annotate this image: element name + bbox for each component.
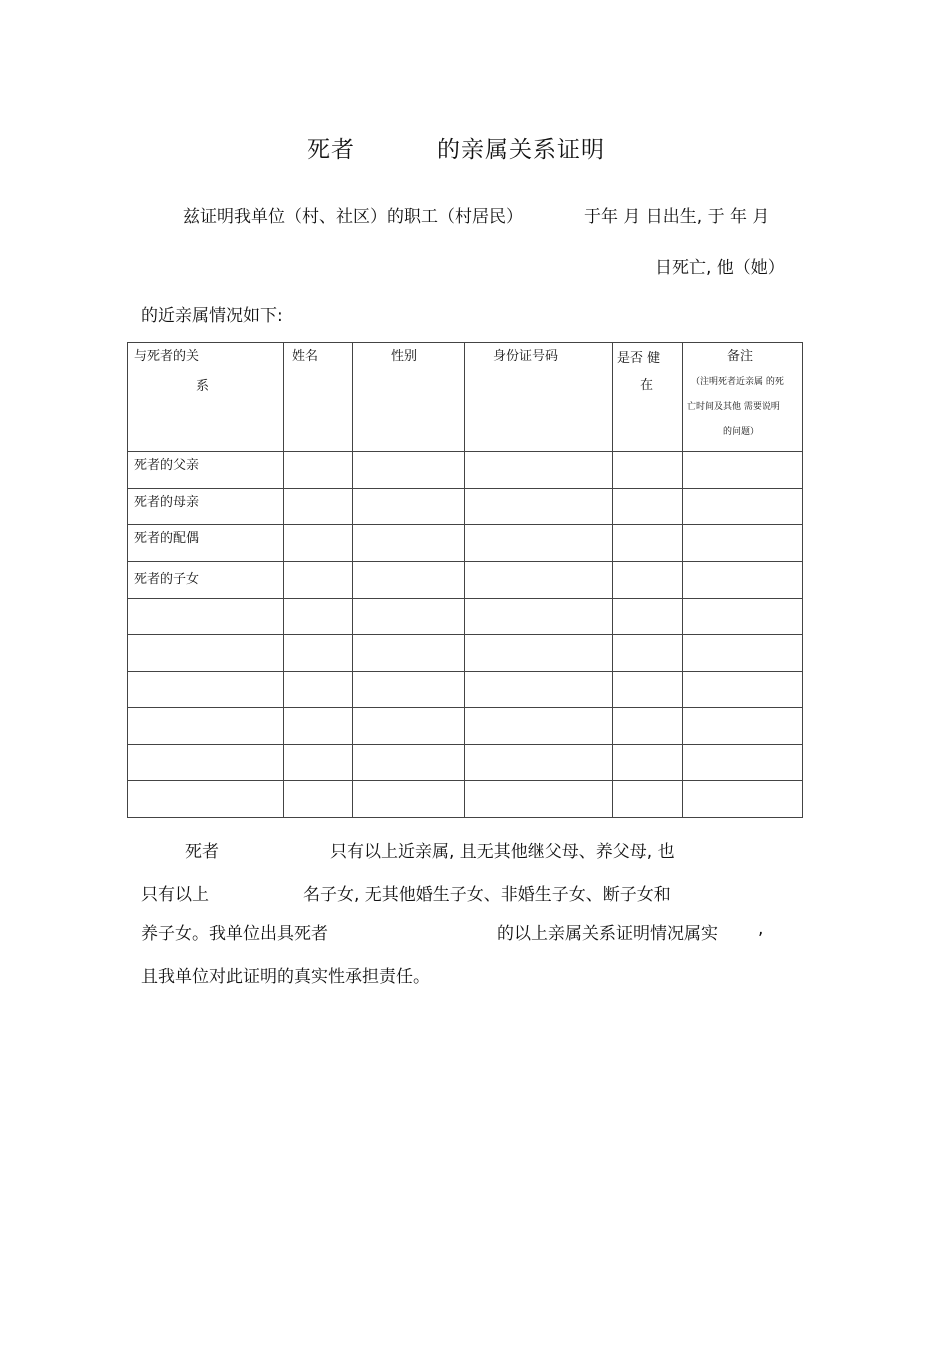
alive-cell[interactable]: [613, 745, 683, 781]
intro-line-1b: 于年 月 日出生, 于 年 月: [584, 207, 770, 227]
header-relation-line1: 与死者的关: [134, 349, 200, 364]
remarks-cell[interactable]: [683, 635, 803, 672]
relatives-table: [127, 342, 803, 818]
closing-line-1a: 死者: [185, 842, 219, 862]
remarks-cell[interactable]: [683, 745, 803, 781]
table-row: [128, 599, 803, 635]
relation-cell[interactable]: [128, 745, 284, 781]
closing-line-3b: 的以上亲属关系证明情况属实: [497, 924, 718, 944]
gender-cell[interactable]: [353, 672, 465, 708]
id-number-cell[interactable]: [465, 525, 613, 562]
id-number-cell[interactable]: [465, 672, 613, 708]
header-relation: [128, 343, 284, 452]
name-cell[interactable]: [284, 708, 353, 745]
alive-cell[interactable]: [613, 525, 683, 562]
gender-cell[interactable]: [353, 781, 465, 818]
header-id-number-label: 身份证号码: [493, 349, 559, 364]
relation-cell[interactable]: [128, 599, 284, 635]
header-name-label: 姓名: [292, 349, 319, 364]
page-title: 的亲属关系证明: [437, 137, 605, 163]
remarks-cell[interactable]: [683, 489, 803, 525]
relation-label: 死者的父亲: [134, 458, 200, 473]
name-cell[interactable]: [284, 672, 353, 708]
table-row: [128, 745, 803, 781]
name-cell[interactable]: [284, 525, 353, 562]
relation-label: 死者的母亲: [134, 495, 200, 510]
name-cell[interactable]: [284, 489, 353, 525]
name-cell[interactable]: [284, 599, 353, 635]
closing-line-3a: 养子女。我单位出具死者: [141, 924, 328, 944]
closing-line-2b: 名子女, 无其他婚生子女、非婚生子女、断子女和: [303, 885, 671, 905]
table-row: [128, 489, 803, 525]
gender-cell[interactable]: [353, 599, 465, 635]
relation-cell: [128, 562, 284, 599]
id-number-cell[interactable]: [465, 745, 613, 781]
id-number-cell[interactable]: [465, 635, 613, 672]
alive-cell[interactable]: [613, 562, 683, 599]
table-row: [128, 635, 803, 672]
table-row: [128, 525, 803, 562]
intro-line-3: 的近亲属情况如下:: [141, 306, 283, 326]
closing-line-3c: ,: [758, 919, 764, 939]
relation-cell[interactable]: [128, 708, 284, 745]
gender-cell[interactable]: [353, 635, 465, 672]
header-alive-line2: 在: [640, 378, 654, 393]
header-remarks-note-3: 的问题）: [723, 427, 760, 437]
table-row: [128, 672, 803, 708]
remarks-cell[interactable]: [683, 562, 803, 599]
gender-cell[interactable]: [353, 745, 465, 781]
name-cell[interactable]: [284, 562, 353, 599]
gender-cell[interactable]: [353, 525, 465, 562]
relation-cell: [128, 525, 284, 562]
remarks-cell[interactable]: [683, 708, 803, 745]
header-gender: [353, 343, 465, 452]
id-number-cell[interactable]: [465, 452, 613, 489]
id-number-cell[interactable]: [465, 489, 613, 525]
closing-line-1b: 只有以上近亲属, 且无其他继父母、养父母, 也: [330, 842, 675, 862]
relation-cell: [128, 452, 284, 489]
gender-cell[interactable]: [353, 452, 465, 489]
alive-cell[interactable]: [613, 708, 683, 745]
relation-cell: [128, 489, 284, 525]
header-remarks-note-2: 亡时间及其他 需要说明: [687, 402, 780, 412]
header-remarks: [683, 343, 803, 452]
table-row: [128, 452, 803, 489]
remarks-cell[interactable]: [683, 452, 803, 489]
alive-cell[interactable]: [613, 781, 683, 818]
id-number-cell[interactable]: [465, 599, 613, 635]
closing-line-2a: 只有以上: [141, 885, 209, 905]
header-remarks-note-1: （注明死者近亲属 的死: [691, 377, 784, 387]
id-number-cell[interactable]: [465, 781, 613, 818]
name-cell[interactable]: [284, 781, 353, 818]
title-deceased-label: 死者: [307, 137, 355, 163]
table-row: [128, 781, 803, 818]
intro-line-2: 日死亡, 他（她）: [655, 258, 785, 278]
header-remarks-label: 备注: [727, 349, 754, 364]
gender-cell[interactable]: [353, 489, 465, 525]
header-alive: [613, 343, 683, 452]
table-header-row: [128, 343, 803, 452]
remarks-cell[interactable]: [683, 525, 803, 562]
header-gender-label: 性别: [391, 349, 418, 364]
relation-cell[interactable]: [128, 635, 284, 672]
alive-cell[interactable]: [613, 489, 683, 525]
header-relation-line2: 系: [196, 379, 210, 394]
header-alive-line1: 是否 健: [617, 351, 661, 366]
closing-line-4: 且我单位对此证明的真实性承担责任。: [141, 967, 430, 987]
alive-cell[interactable]: [613, 452, 683, 489]
id-number-cell[interactable]: [465, 562, 613, 599]
remarks-cell[interactable]: [683, 672, 803, 708]
alive-cell[interactable]: [613, 599, 683, 635]
relation-cell[interactable]: [128, 672, 284, 708]
alive-cell[interactable]: [613, 672, 683, 708]
alive-cell[interactable]: [613, 635, 683, 672]
remarks-cell[interactable]: [683, 781, 803, 818]
relation-label: 死者的配偶: [134, 531, 200, 546]
name-cell[interactable]: [284, 745, 353, 781]
name-cell[interactable]: [284, 635, 353, 672]
relation-cell[interactable]: [128, 781, 284, 818]
name-cell[interactable]: [284, 452, 353, 489]
relation-label: 死者的子女: [134, 572, 200, 587]
gender-cell[interactable]: [353, 562, 465, 599]
id-number-cell[interactable]: [465, 708, 613, 745]
intro-line-1a: 兹证明我单位（村、社区）的职工（村居民）: [183, 207, 523, 227]
table-row: [128, 562, 803, 599]
remarks-cell[interactable]: [683, 599, 803, 635]
header-id-number: [465, 343, 613, 452]
table-row: [128, 708, 803, 745]
gender-cell[interactable]: [353, 708, 465, 745]
header-name: [284, 343, 353, 452]
